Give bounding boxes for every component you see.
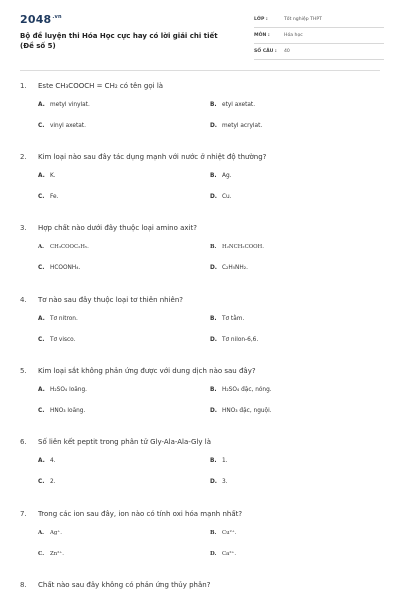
meta-label: LỚP : <box>254 17 268 22</box>
meta-row-class <box>254 14 384 28</box>
answer-options <box>20 163 380 207</box>
option-d[interactable]: D. HNO₃ đặc, nguội. <box>210 408 272 414</box>
site-logo[interactable]: $2048^{.vn}$ <box>20 13 62 26</box>
option-a[interactable]: A. H₂SO₄ loãng. <box>38 387 87 393</box>
document-title: Bộ đề luyện thi Hóa Học cực hay có lời giải chi tiết (Đề số 5) <box>20 32 218 50</box>
answer-options <box>20 377 380 421</box>
option-a[interactable]: A. 4. <box>38 458 56 464</box>
answer-options <box>20 92 380 136</box>
meta-value: Tốt nghiệp THPT <box>284 17 322 22</box>
meta-row-subject <box>254 30 384 44</box>
question-text: Trong các ion sau đây, ion nào có tính oxi hóa mạnh nhất? <box>38 510 243 518</box>
option-d[interactable]: D. metyl acrylat. <box>210 123 263 129</box>
meta-value: Hóa học <box>284 33 303 38</box>
question-7 <box>20 508 380 564</box>
meta-value: 40 <box>284 49 290 54</box>
option-c[interactable]: C. Fe. <box>38 194 59 200</box>
meta-label: MÔN : <box>254 33 270 38</box>
answer-options <box>20 234 380 278</box>
question-text: Chất nào sau đây không có phản ứng thủy phân? <box>38 581 211 589</box>
option-a[interactable]: A. CH₃COOC₂H₅. <box>38 244 89 250</box>
option-c[interactable]: C. Tơ visco. <box>38 337 76 343</box>
question-text: Este CH₃COOCH = CH₂ có tên gọi là <box>38 82 164 90</box>
question-3 <box>20 222 380 278</box>
header-divider <box>20 70 380 71</box>
question-8 <box>20 579 380 591</box>
question-text: Kim loại nào sau đây tác dụng mạnh với nước ở nhiệt độ thường? <box>38 153 267 161</box>
option-a[interactable]: A. Ag⁺. <box>38 530 62 536</box>
option-d[interactable]: D. Ca²⁺. <box>210 551 237 557</box>
option-a[interactable]: A. K. <box>38 173 56 179</box>
option-a[interactable]: A. metyl vinylat. <box>38 102 90 108</box>
option-d[interactable]: D. Tơ nilon-6,6. <box>210 337 259 343</box>
option-c[interactable]: C. 2. <box>38 479 56 485</box>
option-c[interactable]: C. vinyl axetat. <box>38 123 86 129</box>
option-b[interactable]: B. Tơ tằm. <box>210 316 245 322</box>
document-meta <box>254 14 384 62</box>
question-number: 7. <box>20 510 27 518</box>
question-number: 6. <box>20 438 27 446</box>
meta-row-count <box>254 46 384 60</box>
option-c[interactable]: C. HNO₃ loãng. <box>38 408 86 414</box>
question-6 <box>20 436 380 492</box>
option-b[interactable]: B. etyl axetat. <box>210 102 256 108</box>
option-b[interactable]: B. H₂NCH₂COOH. <box>210 244 264 250</box>
option-b[interactable]: B. H₂SO₄ đặc, nóng. <box>210 387 272 393</box>
question-text: Số liên kết peptit trong phân tử Gly-Ala-Ala-Gly là <box>38 438 212 446</box>
question-number: 4. <box>20 296 27 304</box>
question-text: Hợp chất nào dưới đây thuộc loại amino axit? <box>38 224 197 232</box>
question-number: 8. <box>20 581 27 589</box>
option-c[interactable]: C. HCOONH₄. <box>38 265 81 271</box>
question-number: 5. <box>20 367 27 375</box>
option-d[interactable]: D. Cu. <box>210 194 232 200</box>
question-2 <box>20 151 380 207</box>
option-b[interactable]: B. Ag. <box>210 173 232 179</box>
option-b[interactable]: B. Cu²⁺. <box>210 530 237 536</box>
option-b[interactable]: B. 1. <box>210 458 228 464</box>
question-4 <box>20 294 380 350</box>
question-number: 3. <box>20 224 27 232</box>
answer-options <box>20 448 380 492</box>
question-text: Tơ nào sau đây thuộc loại tơ thiên nhiên? <box>38 296 184 304</box>
document-header <box>0 0 400 70</box>
option-c[interactable]: C. Zn²⁺. <box>38 551 64 557</box>
meta-label: SỐ CÂU : <box>254 49 277 54</box>
answer-options <box>20 306 380 350</box>
question-text: Kim loại sắt không phản ứng được với dung dịch nào sau đây? <box>38 367 256 375</box>
option-d[interactable]: D. 3. <box>210 479 228 485</box>
option-a[interactable]: A. Tơ nitron. <box>38 316 78 322</box>
answer-options <box>20 520 380 564</box>
question-number: 2. <box>20 153 27 161</box>
question-5 <box>20 365 380 421</box>
option-d[interactable]: D. C₂H₅NH₂. <box>210 265 248 271</box>
question-number: 1. <box>20 82 27 90</box>
question-1 <box>20 80 380 136</box>
